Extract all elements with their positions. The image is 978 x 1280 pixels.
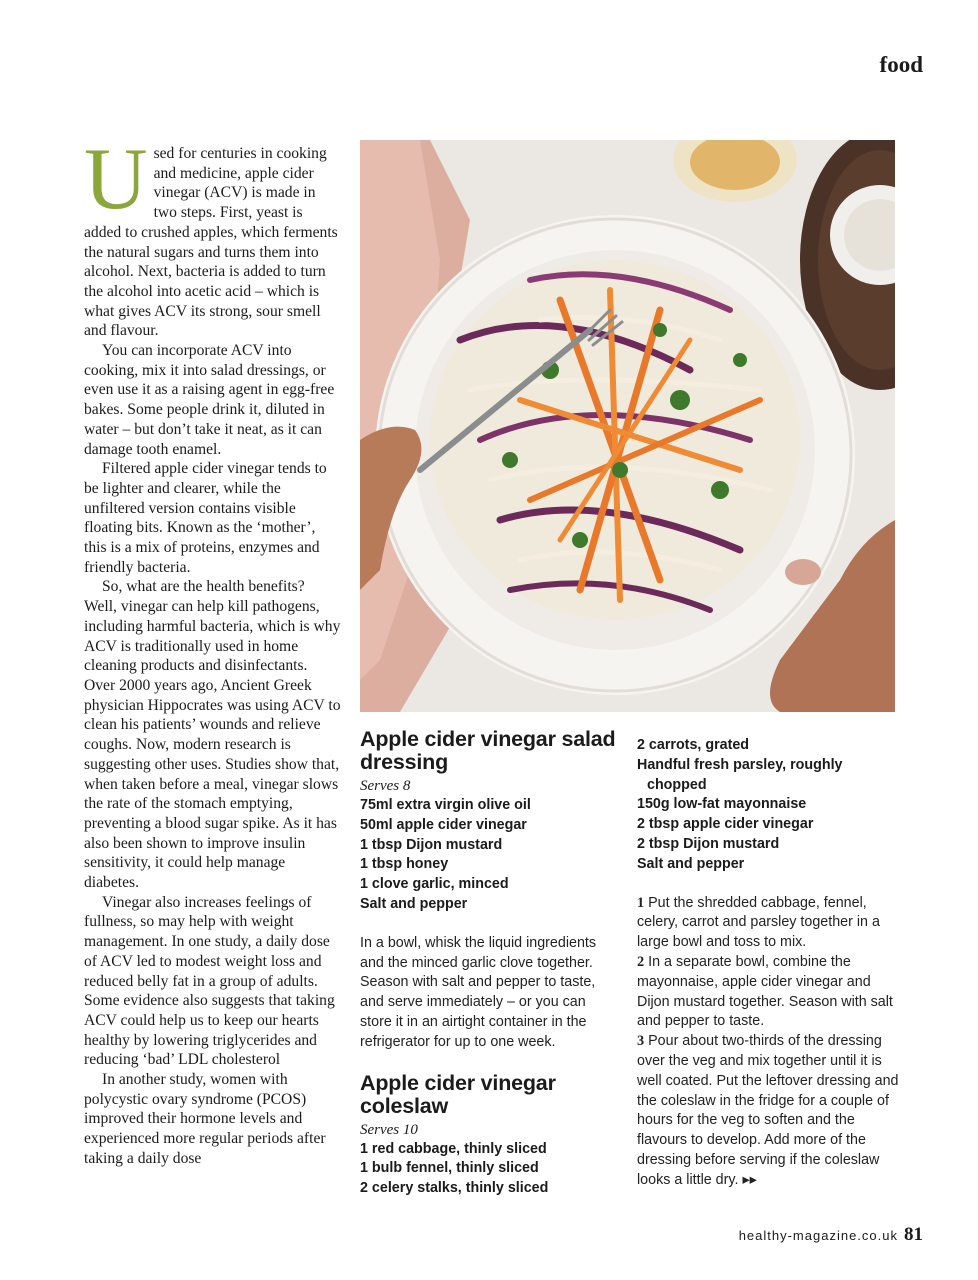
coleslaw-ingredients-2 xyxy=(637,736,899,875)
ingredient-item: 1 red cabbage, thinly sliced xyxy=(360,1140,547,1157)
step-number: 3 xyxy=(637,1033,645,1050)
dressing-title: Apple cider vinegar salad dressing xyxy=(360,727,616,774)
step-text: Pour about two-thirds of the dressing over the veg and mix together until it is well coated. Put the leftover dressing and the coleslaw in the fridge for a couple of hours for the veg to soften and the flavours to develop. Add more of the dressing before serving if the coleslaw looks a little dry. xyxy=(637,1033,899,1188)
coleslaw-title: Apple cider vinegar coleslaw xyxy=(360,1070,556,1118)
end-mark-icon: ▸▸ xyxy=(742,1171,757,1188)
article-paragraph: Filtered apple cider vinegar tends to be lighter and clearer, while the unfiltered version contains visible floating bits. Known as the ‘mother’, this is a mix of proteins, enzymes and friendly bacteria. xyxy=(84,460,327,576)
coleslaw-illustration xyxy=(360,140,895,712)
ingredient-item: Salt and pepper xyxy=(360,895,468,912)
ingredient-item: 2 tbsp apple cider vinegar xyxy=(637,816,814,833)
step-text: In a separate bowl, combine the mayonnaise, apple cider vinegar and Dijon mustard together. Season with salt and pepper to taste. xyxy=(637,953,893,1030)
dressing-ingredients xyxy=(360,796,618,915)
ingredient-item: Salt and pepper xyxy=(637,855,745,872)
step-number: 1 xyxy=(637,894,645,911)
ingredient-item: 1 clove garlic, minced xyxy=(360,876,509,893)
ingredient-item: 1 bulb fennel, thinly sliced xyxy=(360,1160,539,1177)
first-paragraph-text: sed for centuries in cooking and medicine, apple cider vinegar (ACV) is made in two steps. First, yeast is added to crushed apples, which ferments the natural sugars and turns them into alcohol. Next, bacteria is added to turn the alcohol into acetic acid – which is what gives ACV its strong, sour smell and flavour. xyxy=(84,145,338,340)
method-step xyxy=(637,894,899,953)
page-footer xyxy=(739,1224,923,1246)
ingredient-item: 1 tbsp honey xyxy=(360,856,449,873)
section-tag: food xyxy=(879,52,923,77)
ingredient-item: 2 carrots, grated xyxy=(637,737,750,753)
coleslaw-ingredients-1 xyxy=(360,1140,618,1199)
recipe-column-2 xyxy=(637,736,899,1191)
ingredient-item: 50ml apple cider vinegar xyxy=(360,816,527,833)
ingredient-item: 75ml extra virgin olive oil xyxy=(360,797,531,813)
coleslaw-method xyxy=(637,894,899,1191)
method-step xyxy=(637,1032,899,1190)
dressing-serves: Serves 8 xyxy=(360,778,411,794)
ingredient-item-continued: chopped xyxy=(647,776,707,793)
ingredient-item: 1 tbsp Dijon mustard xyxy=(360,836,503,853)
article-paragraph: You can incorporate ACV into cooking, mix it into salad dressings, or even use it as a raising agent in egg-free bakes. Some people drink it, diluted in water – but don’t take it neat, as it can damage tooth enamel. xyxy=(84,342,335,458)
step-text: Put the shredded cabbage, fennel, celery, carrot and parsley together in a large bowl and toss to mix. xyxy=(637,894,880,951)
drop-cap: U xyxy=(84,131,148,228)
dressing-method: In a bowl, whisk the liquid ingredients and the minced garlic clove together. Season with salt and pepper to taste, and serve immediately – or you can store it in an airtight container in the refrigerator for up to one week. xyxy=(360,934,597,1050)
footer-site: healthy-magazine.co.uk xyxy=(738,1228,898,1243)
coleslaw-serves: Serves 10 xyxy=(360,1121,418,1138)
article-paragraph: So, what are the health benefits? Well, vinegar can help kill pathogens, including harmful bacteria, which is why ACV is traditionally used in home cleaning products and disinfectants. Over 2000 years ago, Ancient Greek physician Hippocrates was using ACV to clean his patients’ wounds and relieve coughs. Now, modern research is suggesting other uses. Studies show that, when taken before a meal, vinegar slows the rate of the stomach emptying, preventing a blood sugar spike. As it has also been shown to improve insulin sensitivity, it could help manage diabetes. xyxy=(84,578,341,892)
article-body xyxy=(84,131,341,1169)
step-number: 2 xyxy=(637,953,645,970)
article-paragraph: Vinegar also increases feelings of fullness, so may help with weight management. In one study, a daily dose of ACV led to modest weight loss and reduced belly fat in a group of adults. Some evidence also suggests that taking ACV could help us to keep our hearts healthy by lowering triglycerides and reducing ‘bad’ LDL cholesterol xyxy=(84,893,335,1069)
article-paragraph: In another study, women with polycystic ovary syndrome (PCOS) improved their hormone levels and experienced more regular periods after taking a daily dose xyxy=(84,1071,326,1167)
article-first-paragraph xyxy=(84,131,341,341)
ingredient-item: 2 celery stalks, thinly sliced xyxy=(360,1180,549,1197)
ingredient-item: 150g low-fat mayonnaise xyxy=(637,796,807,813)
recipe-column-1 xyxy=(360,728,618,1199)
ingredient-item: Handful fresh parsley, roughly xyxy=(637,756,843,773)
coleslaw-photo xyxy=(360,140,895,712)
page-number: 81 xyxy=(904,1224,923,1245)
ingredient-item: 2 tbsp Dijon mustard xyxy=(637,835,780,852)
method-step xyxy=(637,953,899,1032)
